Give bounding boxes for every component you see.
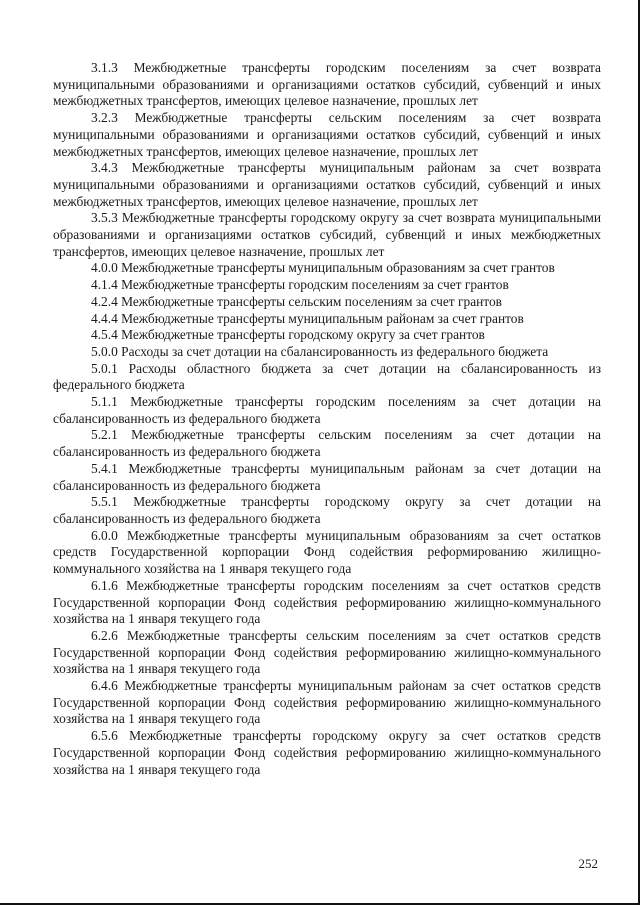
paragraph-4-5-4: 4.5.4 Межбюджетные трансферты городскому округу за счет грантов bbox=[91, 327, 485, 343]
paragraph-6-5-6: 6.5.6 Межбюджетные трансферты городскому округу за счет остатков средств Государственной корпорации Фонд содействия реформированию жилищно-коммунального хозяйства на 1 января текущего года bbox=[53, 728, 601, 777]
paragraph-5-2-1: 5.2.1 Межбюджетные трансферты сельским поселениям за счет дотации на сбалансированность из федерального бюджета bbox=[53, 427, 601, 460]
paragraph-6-1-6: 6.1.6 Межбюджетные трансферты городским поселениям за счет остатков средств Государственной корпорации Фонд содействия реформированию жилищно-коммунального хозяйства на 1 января текущего года bbox=[53, 577, 601, 627]
paragraph-3-2-3: 3.2.3 Межбюджетные трансферты сельским поселениям за счет возврата муниципальными образованиями и организациями остатков субсидий, субвенций и иных межбюджетных трансфертов, имеющих целевое назначение, прошлых лет bbox=[53, 110, 601, 159]
paragraph-4-0-0: 4.0.0 Межбюджетные трансферты муниципальным образованиям за счет грантов bbox=[91, 260, 555, 276]
paragraph-6-0-0: 6.0.0 Межбюджетные трансферты муниципальным образованиям за счет остатков средств Государственной корпорации Фонд содействия реформированию жилищно-коммунального хозяйства на 1 января текущего года bbox=[53, 527, 601, 577]
paragraph-6-4-6: 6.4.6 Межбюджетные трансферты муниципальным районам за счет остатков средств Государственной корпорации Фонд содействия реформированию жилищно-коммунального хозяйства на 1 января текущего года bbox=[53, 678, 601, 727]
paragraph-6-2-6: 6.2.6 Межбюджетные трансферты сельским поселениям за счет остатков средств Государственной корпорации Фонд содействия реформированию жилищно-коммунального хозяйства на 1 января текущего года bbox=[53, 627, 601, 677]
paragraph-4-1-4: 4.1.4 Межбюджетные трансферты городским поселениям за счет грантов bbox=[91, 277, 509, 293]
paragraph-5-5-1: 5.5.1 Межбюджетные трансферты городскому округу за счет дотации на сбалансированность из федерального бюджета bbox=[53, 494, 601, 526]
paragraph-5-1-1: 5.1.1 Межбюджетные трансферты городским поселениям за счет дотации на сбалансированность из федерального бюджета bbox=[53, 394, 601, 426]
paragraph-3-5-3: 3.5.3 Межбюджетные трансферты городскому округу за счет возврата муниципальными образованиями и организациями остатков субсидий, субвенций и иных межбюджетных трансфертов, имеющих целевое назначение, прошлых лет bbox=[53, 210, 601, 259]
document-body bbox=[53, 60, 601, 778]
paragraph-3-4-3: 3.4.3 Межбюджетные трансферты муниципальным районам за счет возврата муниципальными образованиями и организациями остатков субсидий, субвенций и иных межбюджетных трансфертов, имеющих целевое назначение, прошлых лет bbox=[53, 160, 601, 209]
paragraph-5-0-0: 5.0.0 Расходы за счет дотации на сбалансированность из федерального бюджета bbox=[91, 343, 549, 359]
paragraph-3-1-3: 3.1.3 Межбюджетные трансферты городским поселениям за счет возврата муниципальными образованиями и организациями остатков субсидий, субвенций и иных межбюджетных трансфертов, имеющих целевое назначение, прошлых лет bbox=[53, 60, 601, 109]
paragraph-5-4-1: 5.4.1 Межбюджетные трансферты муниципальным районам за счет дотации на сбалансированность из федерального бюджета bbox=[53, 460, 601, 493]
page-number: 252 bbox=[578, 856, 598, 871]
paragraph-4-2-4: 4.2.4 Межбюджетные трансферты сельским поселениям за счет грантов bbox=[91, 293, 502, 309]
paragraph-5-0-1: 5.0.1 Расходы областного бюджета за счет дотации на сбалансированность из федерального бюджета bbox=[53, 360, 601, 393]
paragraph-4-4-4: 4.4.4 Межбюджетные трансферты муниципальным районам за счет грантов bbox=[91, 310, 524, 326]
